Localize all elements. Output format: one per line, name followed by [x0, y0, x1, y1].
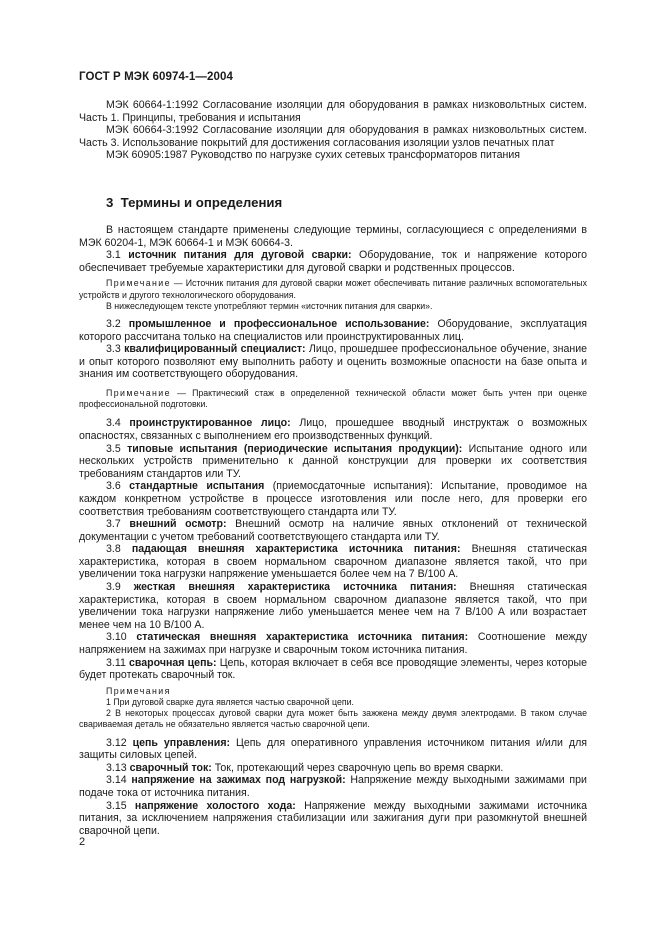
term-3-15: 3.15 напряжение холостого хода: Напряжение между выходными зажимами источника питания, за исключением напряжения стабилизации или зажигания дуги при разомкнутой внешней сварочной цепи.: [79, 799, 587, 837]
term-name: напряжение на зажимах под нагрузкой:: [131, 774, 346, 787]
term-3-11: 3.11 сварочная цепь: Цепь, которая включает в себя все проводящие элементы, через которые будет протекать сварочный ток.: [79, 656, 587, 682]
reference-item: МЭК 60905:1987 Руководство по нагрузке сухих сетевых трансформаторов питания: [106, 149, 520, 162]
section-title: Термины и определения: [120, 195, 283, 210]
term-name: промышленное и профессиональное использование:: [128, 317, 430, 330]
term-3-8: 3.8 падающая внешняя характеристика источника питания: Внешняя статическая характеристика, которая в своем нормальном сварочном диапазоне является такой, что при увеличении тока нагрузки напряжение уменьшается более чем на 7 В/100 А.: [79, 543, 587, 581]
note-label: Примечание: [106, 387, 171, 398]
term-name: квалифицированный специалист:: [124, 343, 306, 356]
term-3-3: 3.3 квалифицированный специалист: Лицо, прошедшее профессиональное обучение, знание и опыт которого позволяют ему выполнить работу и оценить возможные опасности на базе опыта и знания им соответствующего оборудования.: [79, 343, 588, 381]
term-name: сварочный ток:: [129, 761, 212, 774]
term-name: сварочная цепь:: [129, 656, 217, 669]
term-3-6: 3.6 стандартные испытания (приемосдаточные испытания): Испытание, проводимое на каждом конкретном устройстве в процессе изготовления или после него, для проверки его соответствия требованиям соответствующего стандарта или ТУ.: [79, 480, 588, 518]
term-3-4: 3.4 проинструктированное лицо: Лицо, прошедшее вводный инструктаж о возможных опасностях, связанных с выполнением его производственных функций.: [79, 417, 588, 442]
term-name: стандартные испытания: [129, 480, 265, 493]
note-label: Примечание: [106, 278, 171, 289]
term-3-1: 3.1 источник питания для дуговой сварки: Оборудование, ток и напряжение которого обеспечивает требуемые характеристики для дуговой сварки и родственных процессов.: [79, 249, 587, 274]
term-3-13: 3.13 сварочный ток: Ток, протекающий через сварочную цепь во время сварки.: [106, 761, 504, 774]
terms-block: [79, 224, 587, 837]
references-block: [79, 99, 587, 162]
term-3-14: 3.14 напряжение на зажимах под нагрузкой: Напряжение между выходными зажимами при подаче тока от источника питания.: [79, 774, 587, 800]
term-3-5: 3.5 типовые испытания (периодические испытания продукции): Испытание одного или нескольких устройств применительно к данной конструкции для проверки их соответствия требованиям стандартов или ТУ.: [79, 442, 587, 480]
intro-paragraph: В настоящем стандарте применены следующие термины, согласующиеся с определениями в МЭК 60204-1, МЭК 60664-1 и МЭК 60664-3.: [79, 224, 587, 249]
reference-item: МЭК 60664-1:1992 Согласование изоляции для оборудования в рамках низковольтных систем. Часть 1. Принципы, требования и испытания: [79, 99, 587, 124]
term-name: источник питания для дуговой сварки:: [128, 249, 352, 262]
term-3-9: 3.9 жесткая внешняя характеристика источника питания: Внешняя статическая характеристика, которая в своем нормальном сварочном диапазоне является такой, что при увеличении тока нагрузки напряжение либо уменьшается менее чем на 7 В/100 А или возрастает менее чем на 10 В/100 А.: [79, 581, 587, 631]
term-3-2: 3.2 промышленное и профессиональное использование: Оборудование, эксплуатация которого рассчитана только на специалистов или проинструктированных лиц.: [79, 317, 587, 343]
term-3-10: 3.10 статическая внешняя характеристика источника питания: Соотношение между напряжением на зажимах при нагрузке и сварочным током источника питания.: [79, 631, 588, 657]
term-name: типовые испытания (периодические испытания продукции):: [127, 442, 463, 455]
note: Примечание — Практический стаж в определенной технической области может быть учтен при оценке профессиональной подготовки.: [79, 387, 587, 410]
section-heading: [106, 195, 282, 210]
term-3-12: 3.12 цепь управления: Цепь для оперативного управления источником питания и/или для защиты силовых цепей.: [79, 736, 587, 762]
term-name: статическая внешняя характеристика источника питания:: [136, 631, 469, 644]
section-number: 3: [106, 195, 114, 210]
term-name: жесткая внешняя характеристика источника питания:: [133, 581, 457, 594]
page-number: 2: [79, 836, 86, 848]
note: Примечание — Источник питания для дуговой сварки может обеспечивать питание различных вспомогательных устройств и другого технологического оборудования.: [79, 278, 587, 300]
term-name: цепь управления:: [132, 736, 231, 749]
note-continued: В нижеследующем тексте употребляют термин «источник питания для сварки».: [106, 300, 433, 311]
standard-header: ГОСТ Р МЭК 60974-1—2004: [79, 71, 233, 83]
term-name: проинструктированное лицо:: [129, 417, 291, 430]
notes-label: Примечания: [106, 685, 171, 696]
term-name: внешний осмотр:: [129, 518, 227, 531]
note-item: 2 В некоторых процессах дуговой сварки дуга может быть зажжена между двумя электродами. В таком случае свариваемая деталь не обязательно является частью сварочной цепи.: [79, 708, 587, 730]
term-name: напряжение холостого хода:: [134, 799, 296, 812]
reference-item: МЭК 60664-3:1992 Согласование изоляции для оборудования в рамках низковольтных систем. Часть 3. Использование покрытий для достижения согласования изоляции узлов печатных плат: [79, 124, 587, 149]
term-name: падающая внешняя характеристика источника питания:: [131, 543, 461, 556]
term-3-7: 3.7 внешний осмотр: Внешний осмотр на наличие явных отклонений от технической документации с учетом требований соответствующего стандарта или ТУ.: [79, 518, 587, 543]
note-item: 1 При дуговой сварке дуга является частью сварочной цепи.: [106, 697, 354, 708]
